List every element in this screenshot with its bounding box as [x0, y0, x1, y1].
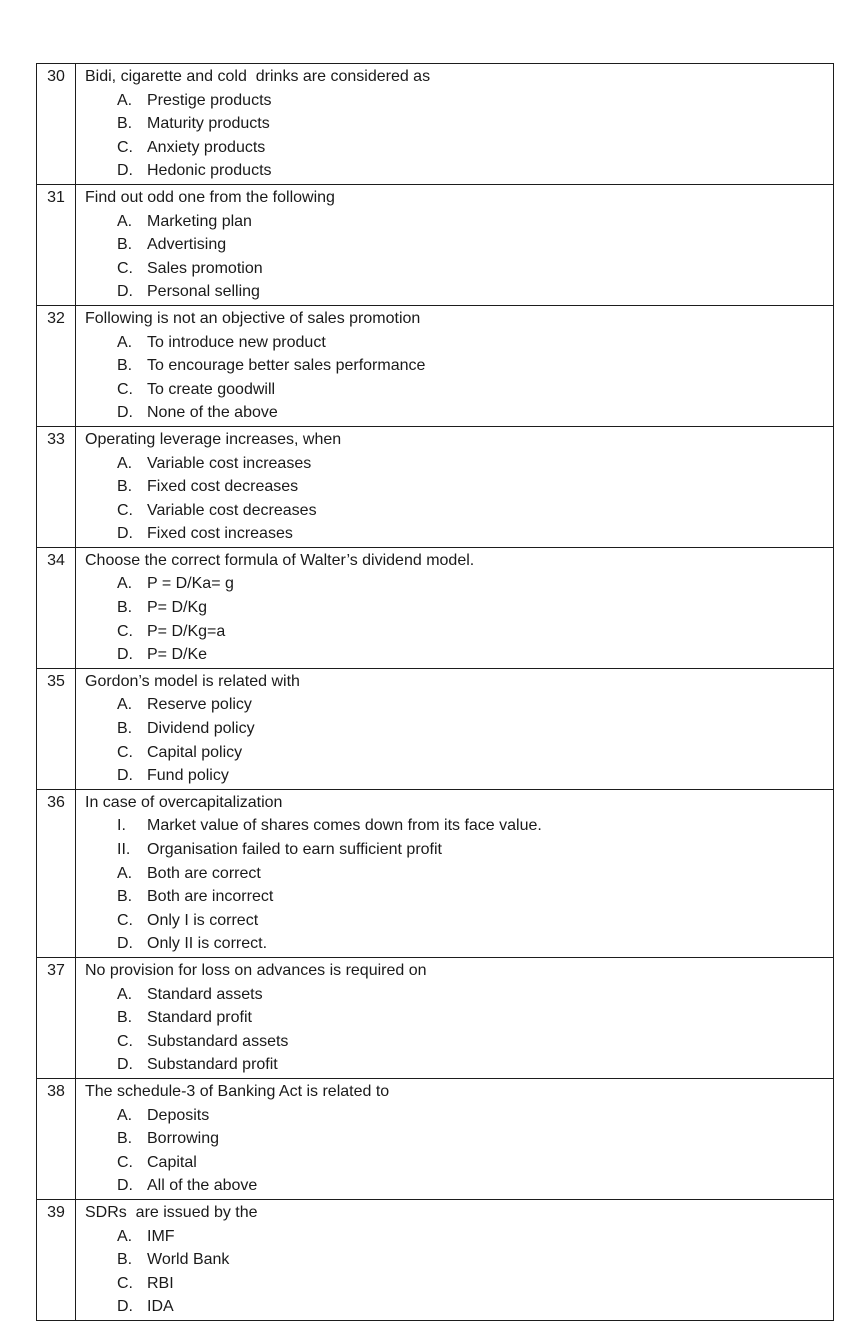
option-text: Prestige products — [147, 91, 272, 109]
option-row — [85, 932, 827, 956]
option-label: II. — [117, 841, 131, 858]
option-text: To create goodwill — [147, 380, 276, 398]
option-label: D. — [117, 404, 133, 422]
option-label: D. — [117, 283, 133, 301]
question-number: 34 — [37, 548, 76, 668]
question-body — [76, 790, 833, 957]
question-text: Choose the correct formula of Walter’s dividend model. — [85, 551, 475, 569]
option-label: D. — [117, 162, 133, 180]
option-label: D. — [117, 767, 133, 785]
option-row — [85, 1053, 827, 1077]
option-label: D. — [117, 1056, 133, 1074]
option-text: P= D/Kg — [147, 599, 208, 617]
option-text: Substandard profit — [147, 1056, 278, 1074]
option-row — [85, 331, 827, 355]
question-number: 38 — [37, 1079, 76, 1199]
option-label: C. — [117, 622, 133, 640]
question-number: 33 — [37, 427, 76, 547]
option-row — [85, 1151, 827, 1175]
option-label: B. — [117, 1009, 133, 1027]
option-label: A. — [117, 91, 133, 109]
question-body — [76, 427, 833, 547]
option-text: Advertising — [147, 236, 227, 254]
question-body — [76, 306, 833, 426]
option-row — [85, 1225, 827, 1249]
question-body — [76, 64, 833, 184]
question-row — [37, 185, 833, 306]
option-text: Hedonic products — [147, 162, 272, 180]
question-body — [76, 548, 833, 668]
question-text: In case of overcapitalization — [85, 793, 283, 811]
option-row — [85, 280, 827, 304]
option-text: IDA — [147, 1298, 174, 1316]
question-text: SDRs are issued by the — [85, 1203, 258, 1221]
option-row — [85, 643, 827, 667]
option-row — [85, 764, 827, 788]
option-row — [85, 210, 827, 234]
option-text: Borrowing — [147, 1130, 220, 1148]
option-row — [85, 620, 827, 644]
option-text: P = D/Ka= g — [147, 575, 234, 593]
question-table — [36, 63, 834, 1321]
option-row — [85, 499, 827, 523]
question-row — [37, 1079, 833, 1200]
option-label: D. — [117, 1177, 133, 1195]
option-label: B. — [117, 720, 133, 738]
option-label: C. — [117, 138, 133, 156]
option-row — [85, 1104, 827, 1128]
question-row — [37, 1200, 833, 1320]
option-row — [85, 1030, 827, 1054]
question-text: Following is not an objective of sales promotion — [85, 309, 421, 327]
option-row — [85, 838, 827, 862]
option-label: A. — [117, 333, 133, 351]
option-label: C. — [117, 1274, 133, 1292]
option-text: Both are correct — [147, 864, 261, 882]
option-text: None of the above — [147, 404, 278, 422]
option-text: Variable cost decreases — [147, 501, 317, 519]
question-body — [76, 669, 833, 789]
option-row — [85, 717, 827, 741]
option-row — [85, 475, 827, 499]
question-row — [37, 548, 833, 669]
option-label: B. — [117, 1251, 133, 1269]
option-row — [85, 112, 827, 136]
option-text: Personal selling — [147, 283, 260, 301]
question-row — [37, 306, 833, 427]
option-text: Organisation failed to earn sufficient profit — [147, 841, 442, 858]
question-text: Bidi, cigarette and cold drinks are considered as — [85, 68, 431, 85]
option-label: I. — [117, 817, 126, 835]
option-text: To encourage better sales performance — [147, 357, 426, 375]
option-row — [85, 814, 827, 838]
option-row — [85, 862, 827, 886]
option-row — [85, 1248, 827, 1272]
question-text: No provision for loss on advances is required on — [85, 961, 427, 979]
option-text: Substandard assets — [147, 1032, 289, 1050]
option-text: P= D/Kg=a — [147, 622, 226, 640]
option-label: A. — [117, 864, 133, 882]
option-text: Fund policy — [147, 767, 229, 785]
question-number: 30 — [37, 64, 76, 184]
option-label: B. — [117, 357, 133, 375]
option-row — [85, 378, 827, 402]
option-text: Variable cost increases — [147, 454, 312, 472]
option-label: A. — [117, 212, 133, 230]
question-text: Gordon’s model is related with — [85, 672, 300, 690]
option-text: Deposits — [147, 1106, 210, 1124]
question-number: 35 — [37, 669, 76, 789]
option-label: D. — [117, 1298, 133, 1316]
question-number: 39 — [37, 1200, 76, 1320]
option-label: D. — [117, 935, 133, 953]
option-label: C. — [117, 380, 133, 398]
option-text: Sales promotion — [147, 259, 263, 277]
option-label: A. — [117, 575, 133, 593]
question-text: Find out odd one from the following — [85, 188, 335, 206]
option-text: Only I is correct — [147, 911, 259, 929]
option-text: RBI — [147, 1274, 174, 1292]
question-row — [37, 64, 833, 185]
question-row — [37, 669, 833, 790]
option-label: C. — [117, 501, 133, 519]
option-label: C. — [117, 1153, 133, 1171]
option-row — [85, 1127, 827, 1151]
option-text: To introduce new product — [147, 333, 326, 351]
option-row — [85, 354, 827, 378]
option-text: Only II is correct. — [147, 935, 268, 953]
question-text: Operating leverage increases, when — [85, 430, 342, 448]
option-row — [85, 909, 827, 933]
option-text: Standard profit — [147, 1009, 252, 1027]
option-label: C. — [117, 1032, 133, 1050]
question-number: 31 — [37, 185, 76, 305]
option-text: All of the above — [147, 1177, 258, 1195]
option-label: C. — [117, 259, 133, 277]
option-text: Market value of shares comes down from its face value. — [147, 817, 542, 835]
option-row — [85, 159, 827, 183]
option-label: B. — [117, 1130, 133, 1148]
option-row — [85, 522, 827, 546]
option-row — [85, 1174, 827, 1198]
question-row — [37, 427, 833, 548]
option-text: Capital policy — [147, 743, 243, 761]
question-text: The schedule-3 of Banking Act is related to — [85, 1082, 390, 1100]
option-text: Marketing plan — [147, 212, 252, 230]
option-label: D. — [117, 525, 133, 543]
option-text: Fixed cost increases — [147, 525, 293, 543]
option-text: Capital — [147, 1153, 197, 1171]
question-body — [76, 185, 833, 305]
option-row — [85, 1295, 827, 1319]
option-label: B. — [117, 599, 133, 617]
question-body — [76, 1200, 833, 1320]
option-label: A. — [117, 1227, 133, 1245]
option-label: A. — [117, 696, 133, 714]
option-text: IMF — [147, 1227, 175, 1245]
option-row — [85, 1272, 827, 1296]
option-label: B. — [117, 236, 133, 254]
option-row — [85, 741, 827, 765]
option-label: C. — [117, 743, 133, 761]
option-text: Standard assets — [147, 985, 263, 1003]
option-text: World Bank — [147, 1251, 230, 1269]
option-label: A. — [117, 985, 133, 1003]
option-text: Fixed cost decreases — [147, 478, 299, 496]
option-label: B. — [117, 888, 133, 906]
option-text: Anxiety products — [147, 138, 266, 156]
option-text: Reserve policy — [147, 696, 252, 714]
option-text: Both are incorrect — [147, 888, 274, 906]
option-row — [85, 572, 827, 596]
option-row — [85, 257, 827, 281]
option-row — [85, 136, 827, 160]
question-body — [76, 958, 833, 1078]
question-row — [37, 958, 833, 1079]
option-row — [85, 233, 827, 257]
option-row — [85, 596, 827, 620]
option-row — [85, 452, 827, 476]
option-row — [85, 89, 827, 113]
option-row — [85, 401, 827, 425]
option-label: C. — [117, 911, 133, 929]
question-number: 37 — [37, 958, 76, 1078]
option-row — [85, 693, 827, 717]
option-row — [85, 983, 827, 1007]
option-text: Dividend policy — [147, 720, 255, 738]
question-body — [76, 1079, 833, 1199]
option-label: B. — [117, 478, 133, 496]
option-row — [85, 885, 827, 909]
option-label: D. — [117, 646, 133, 664]
question-number: 32 — [37, 306, 76, 426]
option-label: A. — [117, 1106, 133, 1124]
option-label: B. — [117, 115, 133, 133]
option-text: Maturity products — [147, 115, 270, 133]
option-label: A. — [117, 454, 133, 472]
question-row — [37, 790, 833, 958]
option-text: P= D/Ke — [147, 646, 208, 664]
option-row — [85, 1006, 827, 1030]
question-number: 36 — [37, 790, 76, 957]
